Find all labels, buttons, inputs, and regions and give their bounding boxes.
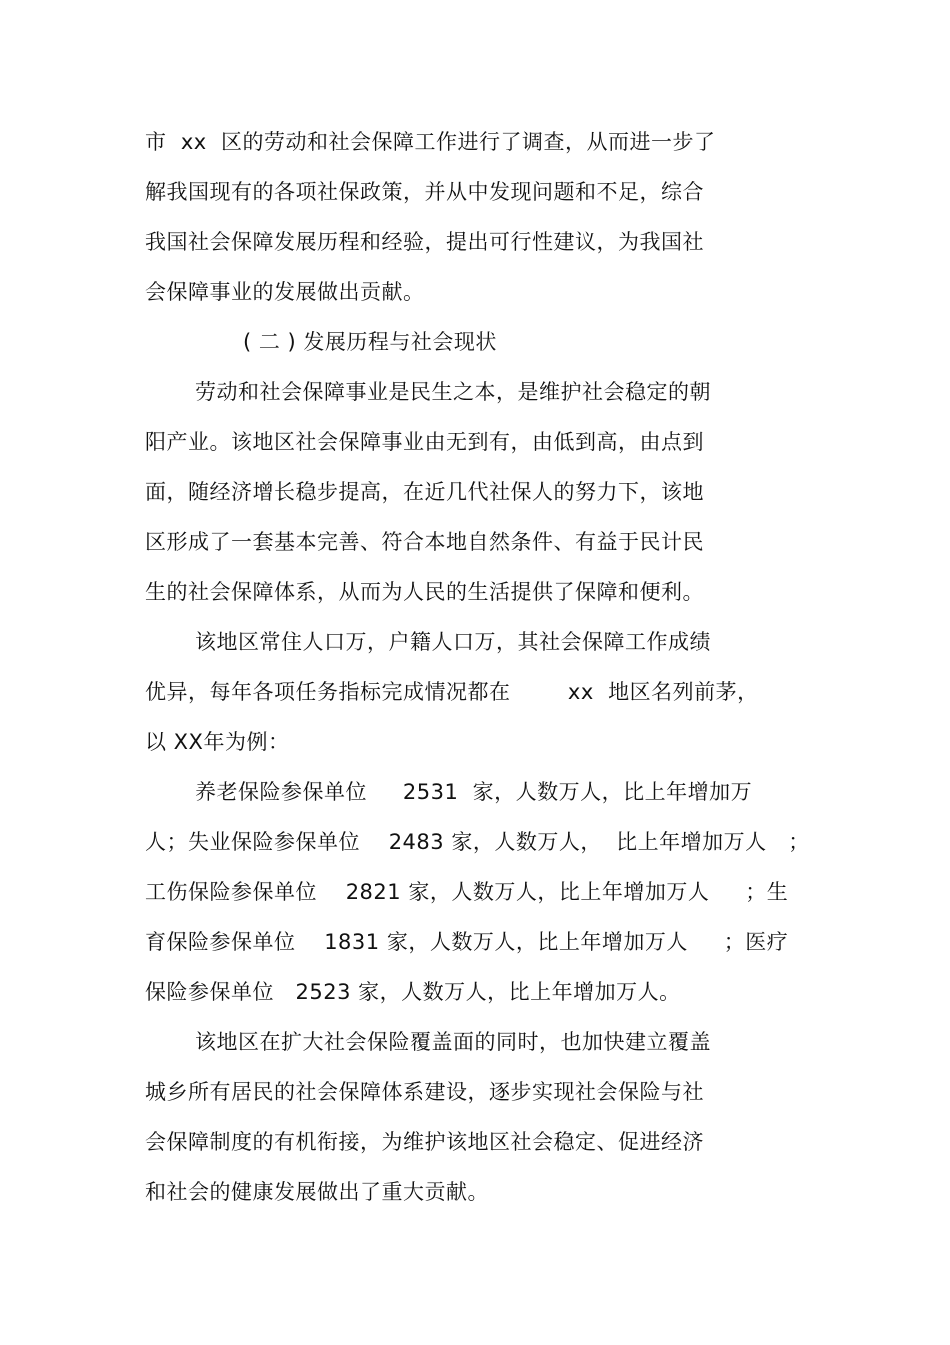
text-line: 工伤保险参保单位 2821 家，人数万人，比上年增加万人 ；生	[145, 880, 789, 904]
text-line: 城乡所有居民的社会保障体系建设，逐步实现社会保险与社	[145, 1080, 704, 1104]
text-line: 优异，每年各项任务指标完成情况都在 xx 地区名列前茅，	[145, 680, 759, 704]
text-line: 区形成了一套基本完善、符合本地自然条件、有益于民计民	[145, 530, 704, 554]
text-line: 该地区常住人口万，户籍人口万，其社会保障工作成绩	[195, 630, 711, 654]
text-line: 会保障制度的有机衔接，为维护该地区社会稳定、促进经济	[145, 1130, 704, 1154]
text-line: 面，随经济增长稳步提高，在近几代社保人的努力下，该地	[145, 480, 704, 504]
text-line: 育保险参保单位 1831 家，人数万人，比上年增加万人 ；医疗	[145, 930, 789, 954]
text-line: 该地区在扩大社会保险覆盖面的同时，也加快建立覆盖	[195, 1030, 711, 1054]
text-line: 生的社会保障体系，从而为人民的生活提供了保障和便利。	[145, 580, 704, 604]
section-heading: ( 二 ) 发展历程与社会现状	[243, 330, 497, 354]
text-line: 人；失业保险参保单位 2483 家，人数万人， 比上年增加万人 ；	[145, 830, 810, 854]
text-line: 养老保险参保单位 2531 家，人数万人，比上年增加万	[195, 780, 753, 804]
text-line: 和社会的健康发展做出了重大贡献。	[145, 1180, 489, 1204]
text-line: 我国社会保障发展历程和经验，提出可行性建议，为我国社	[145, 230, 704, 254]
text-line: 会保障事业的发展做出贡献。	[145, 280, 425, 304]
text-line: 阳产业。该地区社会保障事业由无到有，由低到高，由点到	[145, 430, 704, 454]
text-line: 劳动和社会保障事业是民生之本，是维护社会稳定的朝	[195, 380, 711, 404]
text-line: 市 xx 区的劳动和社会保障工作进行了调查，从而进一步了	[145, 130, 716, 154]
text-line: 以 XX年为例：	[145, 730, 290, 754]
text-line: 解我国现有的各项社保政策，并从中发现问题和不足，综合	[145, 180, 704, 204]
text-line: 保险参保单位 2523 家，人数万人，比上年增加万人。	[145, 980, 681, 1004]
